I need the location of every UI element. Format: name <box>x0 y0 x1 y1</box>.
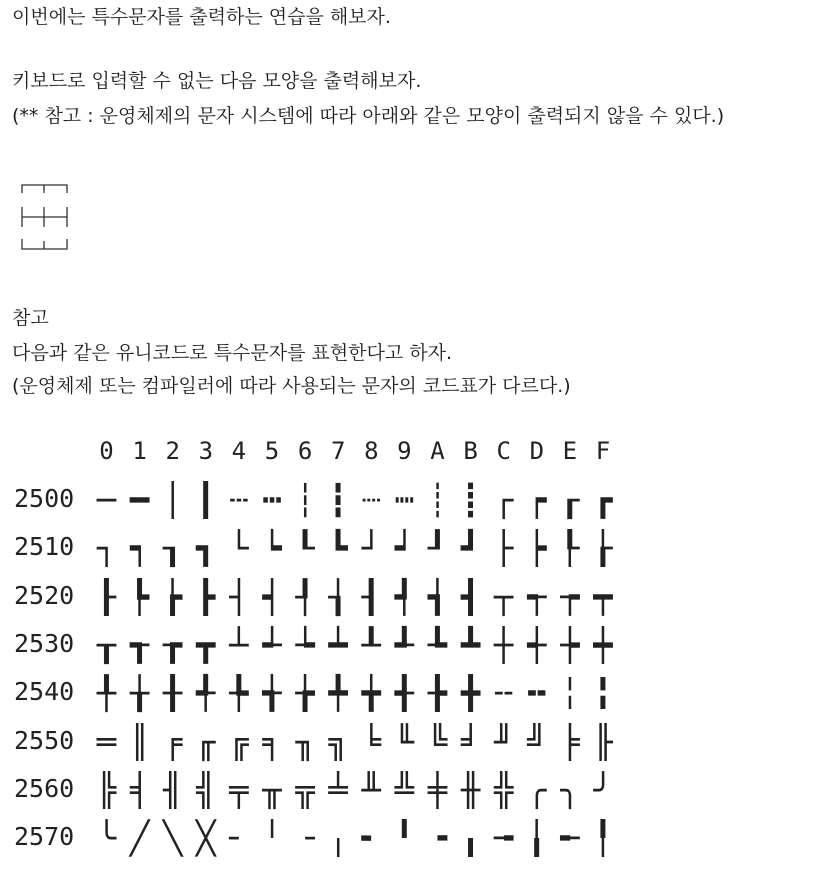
table-cell: ╔ <box>229 722 249 761</box>
table-cell: ┶ <box>295 625 315 664</box>
table-cell: ┠ <box>96 577 117 616</box>
table-cell: ╠ <box>96 770 117 809</box>
table-cell: ╢ <box>163 770 183 809</box>
table-cell: ┉ <box>394 481 415 519</box>
table-cell: ╜ <box>494 722 514 761</box>
table-cell: ┴ <box>229 625 249 664</box>
table-cell: ┪ <box>427 577 448 616</box>
table-cell: ┇ <box>328 481 348 519</box>
table-cell: ┰ <box>96 625 117 664</box>
table-cell: ┤ <box>229 577 249 616</box>
table-cell: ║ <box>129 722 150 761</box>
table-cell: ┘ <box>361 529 381 568</box>
table-cell: ┲ <box>163 625 183 664</box>
table-cell: ╈ <box>361 674 381 713</box>
table-cell: ╧ <box>328 770 348 809</box>
table-cell: ┺ <box>427 625 448 664</box>
table-cell: ┞ <box>560 529 580 568</box>
table-cell: ┢ <box>163 577 183 616</box>
table-cell: ┦ <box>295 577 315 616</box>
table-cell: ╟ <box>593 722 613 761</box>
table-cell: ═ <box>96 722 117 761</box>
intro-text: 이번에는 특수문자를 출력하는 연습을 해보자. <box>12 6 391 28</box>
column-header: 9 <box>397 437 412 465</box>
table-cell: ╡ <box>129 770 150 809</box>
table-cell: ╝ <box>527 722 547 761</box>
table-cell: ━ <box>129 481 150 519</box>
column-header: 2 <box>165 437 180 465</box>
table-cell: ┵ <box>262 625 282 664</box>
table-cell: ┩ <box>394 577 415 616</box>
column-header: D <box>529 437 545 465</box>
table-cell: ┽ <box>527 625 547 664</box>
table-cell: ╋ <box>460 674 481 713</box>
row-label: 2550 <box>14 725 75 755</box>
table-cell: ┷ <box>328 625 348 664</box>
table-cell: ┐ <box>96 529 117 568</box>
table-cell: ┮ <box>560 577 580 616</box>
table-cell: ╨ <box>361 770 381 809</box>
column-header: 5 <box>264 437 280 465</box>
row-label: 2500 <box>14 484 75 513</box>
table-cell: ┊ <box>427 481 448 519</box>
table-cell: ┹ <box>394 625 415 664</box>
table-cell: ╕ <box>262 722 282 761</box>
column-header: 7 <box>330 437 346 465</box>
table-cell: ╪ <box>427 770 448 809</box>
table-cell: ┡ <box>129 577 150 616</box>
table-cell: ┕ <box>262 529 282 568</box>
table-cell: ┧ <box>328 577 348 616</box>
column-header: 1 <box>132 437 147 465</box>
table-cell: ┫ <box>460 577 481 616</box>
table-cell: ┅ <box>262 481 282 519</box>
table-cell: ╌ <box>494 674 514 713</box>
table-cell: ╍ <box>527 674 547 713</box>
table-cell: ┳ <box>196 625 216 664</box>
table-cell: ╆ <box>295 674 315 713</box>
table-cell: ╯ <box>593 770 613 809</box>
table-cell: ├ <box>494 529 514 568</box>
table-cell: ╰ <box>96 819 117 858</box>
table-cell: ╛ <box>460 722 481 761</box>
table-cell: ╱ <box>129 819 150 858</box>
column-header: B <box>463 437 478 465</box>
column-header: F <box>595 437 611 465</box>
row-label: 2510 <box>14 532 75 562</box>
table-cell: ┑ <box>129 529 150 568</box>
table-cell: ┿ <box>593 625 613 664</box>
table-cell: ╬ <box>494 770 514 809</box>
table-cell: ╵ <box>262 819 282 858</box>
column-header: C <box>496 437 511 465</box>
row-label: 2540 <box>14 677 75 707</box>
table-cell: ┌ <box>494 481 514 519</box>
table-cell: ┱ <box>129 625 150 664</box>
row-label: 2570 <box>14 822 75 852</box>
table-cell: ╦ <box>295 770 315 809</box>
table-cell: ╣ <box>196 770 216 809</box>
table-cell: ┃ <box>196 481 216 519</box>
table-cell: ╥ <box>262 770 282 809</box>
table-cell: ┯ <box>593 577 613 616</box>
table-cell: ┖ <box>295 529 315 568</box>
table-cell: ┨ <box>361 577 381 616</box>
table-cell: ┙ <box>394 529 415 568</box>
table-cell: ┚ <box>427 529 448 568</box>
column-header: A <box>430 437 445 465</box>
table-cell: ╭ <box>527 770 547 809</box>
table-cell: ┎ <box>560 481 580 519</box>
table-cell: ╚ <box>427 722 448 761</box>
table-cell: ╙ <box>394 722 415 761</box>
column-header: 6 <box>297 437 313 465</box>
table-cell: ╺ <box>427 819 448 858</box>
table-cell: ╖ <box>295 722 315 761</box>
column-header: E <box>562 437 578 465</box>
table-cell: ╼ <box>494 819 514 858</box>
table-cell: ╃ <box>196 674 216 713</box>
table-cell: ╏ <box>593 674 613 713</box>
table-cell: ╊ <box>427 674 448 713</box>
table-cell: ┾ <box>560 625 580 664</box>
table-cell: ╿ <box>593 819 613 858</box>
table-cell: ╅ <box>262 674 282 713</box>
table-cell: ╄ <box>229 674 249 713</box>
row-label: 2560 <box>14 773 75 803</box>
table-cell: ┄ <box>229 481 249 519</box>
table-cell: ┥ <box>262 577 282 616</box>
table-cell: ╽ <box>527 819 547 858</box>
table-cell: ┍ <box>527 481 547 519</box>
table-cell: ╞ <box>560 722 580 761</box>
column-header: 3 <box>198 437 214 465</box>
table-cell: ┆ <box>295 481 315 519</box>
table-cell: ╘ <box>361 722 381 761</box>
table-cell: ╷ <box>328 819 348 858</box>
table-cell: ┝ <box>527 529 547 568</box>
table-cell: ╫ <box>460 770 481 809</box>
column-header: 8 <box>364 437 379 465</box>
column-header: 0 <box>99 437 114 465</box>
table-cell: ┋ <box>460 481 481 519</box>
table-cell: └ <box>229 529 249 568</box>
table-cell: ┈ <box>361 481 381 519</box>
table-cell: ─ <box>96 481 117 519</box>
column-header: 4 <box>231 437 247 465</box>
table-cell: ╸ <box>361 819 381 858</box>
table-cell: ┭ <box>527 577 547 616</box>
table-cell: ╁ <box>129 674 150 713</box>
table-cell: ┓ <box>196 529 216 568</box>
reference-note: (운영체제 또는 컴파일러에 따라 사용되는 문자의 코드표가 다르다.) <box>12 375 571 397</box>
table-cell: ┻ <box>460 625 481 664</box>
table-cell: ┒ <box>163 529 183 568</box>
table-cell: ╀ <box>96 674 117 713</box>
table-cell: ╎ <box>560 674 580 713</box>
reference-heading: 참고 <box>12 307 49 329</box>
table-cell: ┼ <box>494 625 514 664</box>
table-cell: ┏ <box>593 481 613 519</box>
table-cell: ╴ <box>229 819 249 858</box>
table-cell: ╇ <box>328 674 348 713</box>
table-cell: ┗ <box>328 529 348 568</box>
table-cell: ╹ <box>394 819 415 858</box>
table-cell: ╾ <box>560 819 580 858</box>
reference-text: 다음과 같은 유니코드로 특수문자를 표현한다고 하자. <box>12 342 453 364</box>
table-cell: ╮ <box>560 770 580 809</box>
table-cell: ╗ <box>328 722 348 761</box>
table-cell: ┟ <box>593 529 613 568</box>
row-label: 2520 <box>14 580 75 610</box>
table-cell: ┬ <box>494 577 514 616</box>
table-cell: ╶ <box>295 819 315 858</box>
table-cell: ╓ <box>196 722 216 761</box>
note-text: (** 참고 : 운영체제의 문자 시스템에 따라 아래와 같은 모양이 출력되지 않을 수 있다.) <box>12 105 725 127</box>
table-cell: ╉ <box>394 674 415 713</box>
table-cell: ╻ <box>460 819 481 858</box>
table-cell: ╩ <box>394 770 415 809</box>
table-cell: ╤ <box>229 770 249 809</box>
row-label: 2530 <box>14 628 75 658</box>
table-cell: ╂ <box>163 674 183 713</box>
table-cell: ╲ <box>163 819 183 858</box>
task-text: 키보드로 입력할 수 없는 다음 모양을 출력해보자. <box>12 70 422 92</box>
table-cell: │ <box>163 481 183 519</box>
table-cell: ╳ <box>196 819 216 858</box>
table-cell: ╒ <box>163 722 183 761</box>
table-cell: ┣ <box>196 577 216 616</box>
table-cell: ┸ <box>361 625 381 664</box>
table-cell: ┛ <box>460 529 481 568</box>
